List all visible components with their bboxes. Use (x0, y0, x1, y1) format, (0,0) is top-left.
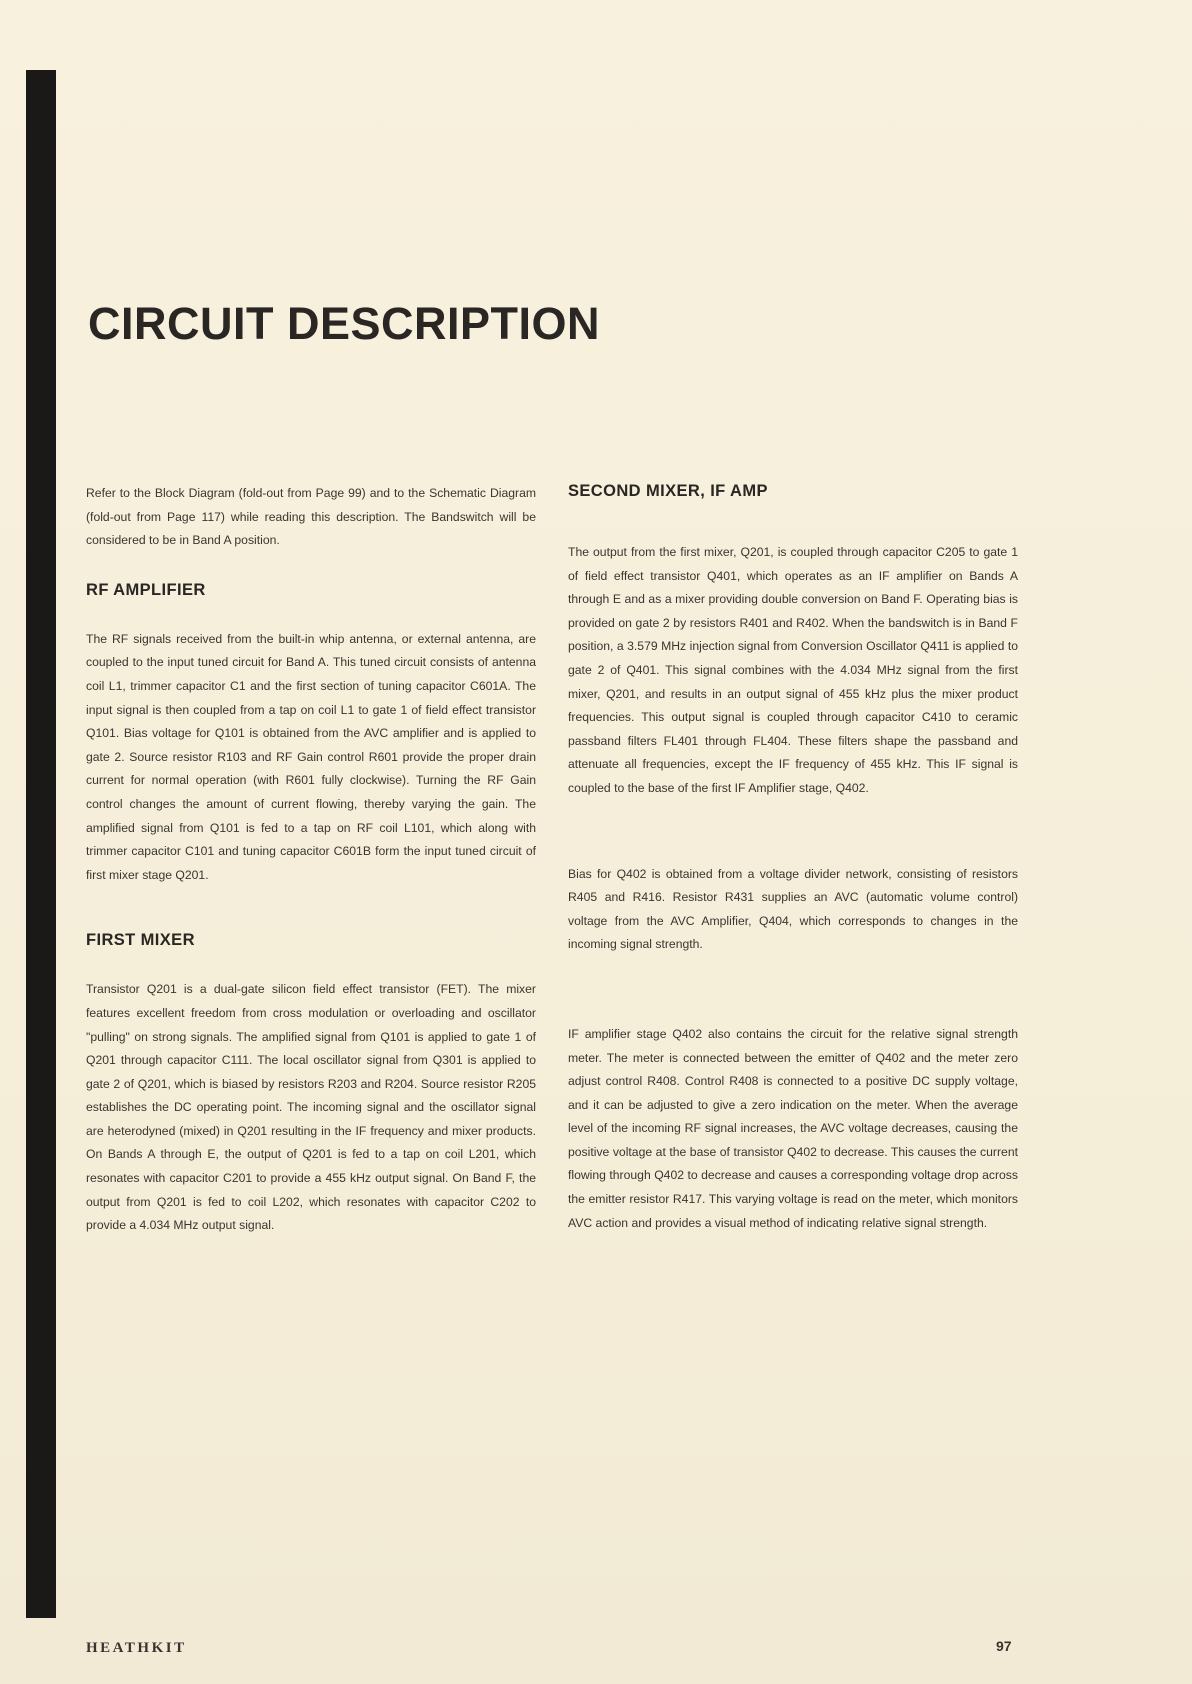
left-column (86, 482, 536, 1238)
binding-edge (26, 70, 56, 1618)
page-title: CIRCUIT DESCRIPTION (88, 298, 601, 349)
intro-paragraph: Refer to the Block Diagram (fold-out from Page 99) and to the Schematic Diagram (fold-out from Page 117) while reading this description. The Bandswitch will be considered to be in Band A position. (86, 486, 536, 548)
q402-bias-paragraph: Bias for Q402 is obtained from a voltage divider network, consisting of resistors R405 and R416. Resistor R431 supplies an AVC (automatic volume control) voltage from the AVC Amplifier, Q404, which corresponds to changes in the incoming signal strength. (568, 866, 1018, 952)
rf-amplifier-heading: RF AMPLIFIER (86, 580, 206, 599)
page-number: 97 (996, 1638, 1012, 1654)
right-column (568, 482, 1018, 1235)
second-mixer-paragraph: The output from the first mixer, Q201, is coupled through capacitor C205 to gate 1 of field effect transistor Q401, which operates as an IF amplifier on Bands A through E and as a mixer providing double conversion on Band F. Operating bias is provided on gate 2 by resistors R401 and R402. When the bandswitch is in Band F position, a 3.579 MHz injection signal from Conversion Oscillator Q411 is applied to gate 2 of Q401. This signal combines with the 4.034 MHz signal from the first mixer, Q201, and results in an output signal of 455 kHz plus the mixer product frequencies. This output signal is coupled through capacitor C410 to ceramic passband filters FL401 through FL404. These filters shape the passband and attenuate all frequencies, except the IF frequency of 455 kHz. This IF signal is coupled to the base of the first IF Amplifier stage, Q402. (568, 545, 1018, 795)
footer-brand: HEATHKIT (86, 1640, 187, 1656)
rf-amplifier-paragraph: The RF signals received from the built-in whip antenna, or external antenna, are coupled to the input tuned circuit for Band A. This tuned circuit consists of antenna coil L1, trimmer capacitor C1 and the first section of tuning capacitor C601A. The input signal is then coupled from a tap on coil L1 to gate 1 of field effect transistor Q101. Bias voltage for Q101 is obtained from the AVC amplifier and is applied to gate 2. Source resistor R103 and RF Gain control R601 provide the proper drain current for normal operation (with R601 fully clockwise). Turning the RF Gain control changes the amount of current flowing, thereby varying the gain. The amplified signal from Q101 is fed to a tap on RF coil L101, which along with trimmer capacitor C101 and tuning capacitor C601B form the input tuned circuit of first mixer stage Q201. (86, 631, 536, 882)
second-mixer-heading: SECOND MIXER, IF AMP (568, 482, 768, 500)
first-mixer-paragraph: Transistor Q201 is a dual-gate silicon field effect transistor (FET). The mixer features excellent freedom from cross modulation or overloading and oscillator "pulling" on strong signals. The amplified signal from Q101 is applied to gate 1 of Q201 through capacitor C111. The local oscillator signal from Q301 is applied to gate 2 of Q201, which is biased by resistors R203 and R204. Source resistor R205 establishes the DC operating point. The incoming signal and the oscillator signal are heterodyned (mixed) in Q201 resulting in the IF frequency and mixer products. On Bands A through E, the output of Q201 is fed to a tap on coil L201, which resonates with capacitor C201 to provide a 455 kHz output signal. On Band F, the output from Q201 is fed to coil L202, which resonates with capacitor C202 to provide a 4.034 MHz output signal. (86, 982, 536, 1233)
signal-meter-paragraph: IF amplifier stage Q402 also contains the circuit for the relative signal strength meter. The meter is connected between the emitter of Q402 and the meter zero adjust control R408. Control R408 is connected to a positive DC supply voltage, and it can be adjusted to give a zero indication on the meter. When the average level of the incoming RF signal increases, the AVC voltage decreases, causing the positive voltage at the base of transistor Q402 to decrease. This causes the current flowing through Q402 to decrease and causes a corresponding voltage drop across the emitter resistor R417. This varying voltage is read on the meter, which monitors AVC action and provides a visual method of indicating relative signal strength. (568, 1026, 1018, 1230)
first-mixer-heading: FIRST MIXER (86, 931, 195, 950)
